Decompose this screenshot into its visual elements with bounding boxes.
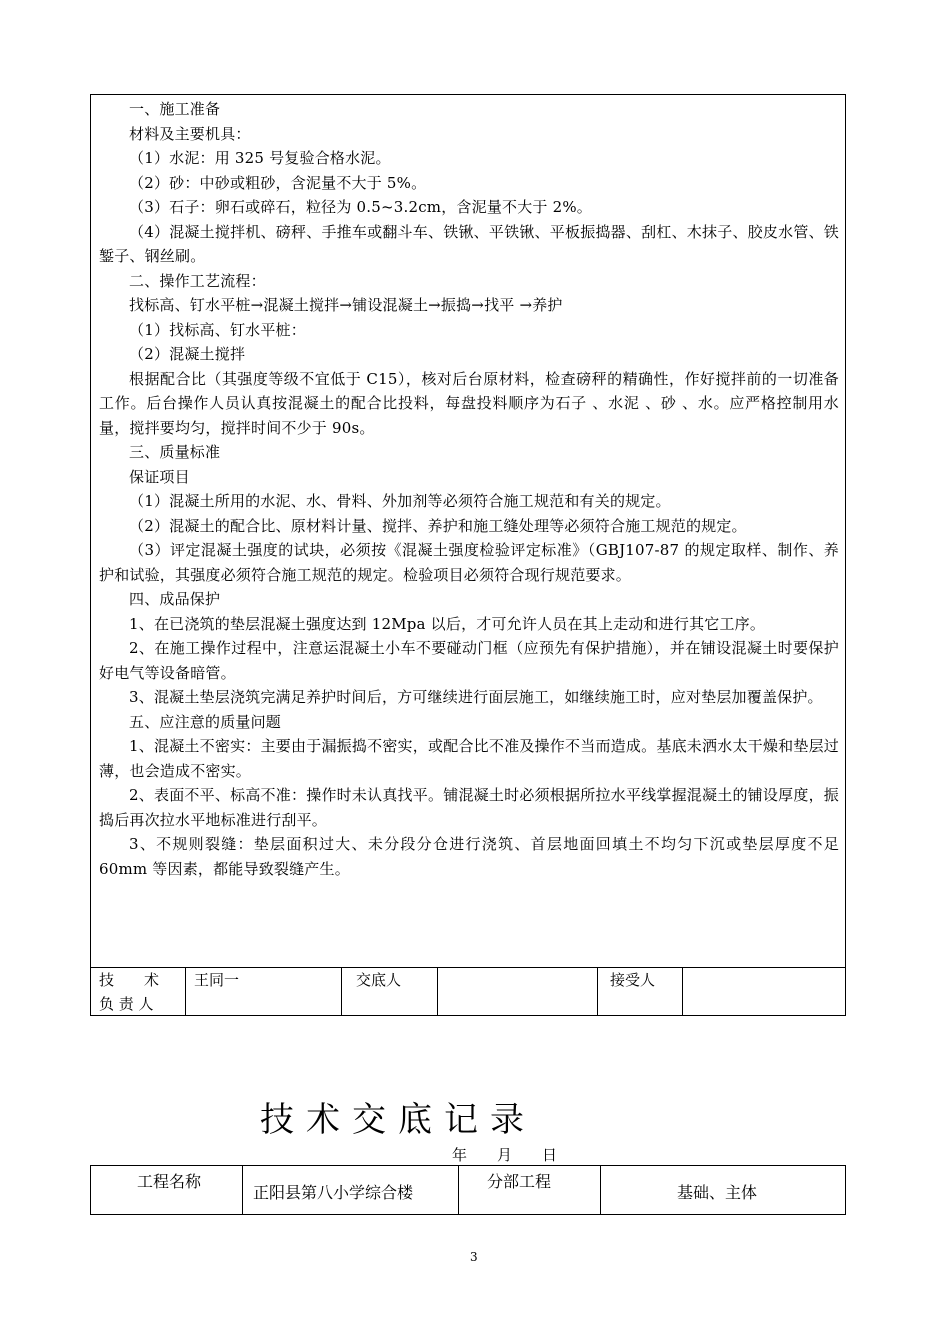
paragraph: （1）混凝土所用的水泥、水、骨料、外加剂等必须符合施工规范和有关的规定。	[129, 492, 671, 510]
tech-lead-name: 王同一	[194, 971, 240, 989]
project-name-value-cell[interactable]	[243, 1166, 459, 1214]
paragraph: 2、在施工操作过程中，注意运混凝土小车不要碰动门框（应预先有保护措施），并在铺设混凝土时要保护好电气等设备暗管。	[99, 639, 839, 682]
project-info-table	[90, 1165, 846, 1215]
technical-disclosure-box	[90, 94, 846, 1016]
paragraph: 1、在已浇筑的垫层混凝土强度达到 12Mpa 以后，才可允许人员在其上走动和进行其它工序。	[129, 614, 766, 633]
paragraph: （1）水泥：用 325 号复验合格水泥。	[129, 149, 391, 167]
tech-lead-name-cell[interactable]	[186, 968, 342, 1016]
section-heading: 二、操作工艺流程：	[129, 271, 266, 290]
paragraph: （3）评定混凝土强度的试块，必须按《混凝土强度检验评定标准》（GBJ107-87 的规定取样、制作、养护和试验，其强度必须符合施工规范的规定。检验项目必须符合现行规范要求。	[99, 541, 839, 584]
paragraph: 3、混凝土垫层浇筑完满足养护时间后，方可继续进行面层施工，如继续施工时，应对垫层加覆盖保护。	[129, 688, 823, 706]
section-heading: 五、应注意的质量问题	[129, 712, 282, 731]
paragraph: （1）找标高、钉水平桩：	[129, 320, 306, 339]
paragraph: 1、混凝土不密实：主要由于漏振捣不密实，或配合比不准及操作不当而造成。基底未洒水太干燥和垫层过薄，也会造成不密实。	[99, 737, 839, 780]
subproject-value-cell[interactable]	[601, 1166, 845, 1214]
receiver-label: 接受人	[610, 971, 656, 989]
paragraph: 找标高、钉水平桩→混凝土搅拌→铺设混凝土→振捣→找平 →养护	[129, 296, 563, 314]
subproject-value: 基础、主体	[677, 1183, 758, 1202]
tech-lead-label-cell	[91, 968, 186, 1016]
handover-value-cell[interactable]	[438, 968, 598, 1016]
handover-label-cell	[342, 968, 438, 1016]
section-heading: 一、施工准备	[129, 100, 221, 118]
record-title: 技术交底记录	[260, 1100, 536, 1140]
paragraph: （2）混凝土搅拌	[129, 345, 246, 363]
paragraph: 根据配合比（其强度等级不宜低于 C15），核对后台原材料，检查磅秤的精确性，作好搅拌前的一切准备工作。后台操作人员认真按混凝土的配合比投料，每盘投料顺序为石子 、水泥 、砂 、水。应严格控制用水量，搅拌要均匀，搅拌时间不少于 90s。	[99, 369, 839, 437]
project-name-label-cell	[91, 1166, 243, 1214]
disclosure-content	[99, 97, 839, 881]
paragraph: 保证项目	[129, 467, 190, 486]
paragraph: （4）混凝土搅拌机、磅秤、手推车或翻斗车、铁锹、平铁锹、平板振捣器、刮杠、木抹子、胶皮水管、铁錾子、钢丝刷。	[99, 222, 839, 265]
page-number: 3	[470, 1250, 478, 1264]
receiver-value-cell[interactable]	[683, 968, 845, 1016]
date-line: 年 月 日	[452, 1146, 558, 1164]
paragraph: 3、不规则裂缝：垫层面积过大、未分段分仓进行浇筑、首层地面回填土不均匀下沉或垫层厚度不足 60mm 等因素，都能导致裂缝产生。	[99, 835, 839, 878]
signature-row	[91, 967, 845, 1016]
tech-lead-label-line1: 技 术	[99, 971, 160, 989]
section-heading: 四、成品保护	[129, 590, 221, 608]
paragraph: （2）砂：中砂或粗砂，含泥量不大于 5%。	[129, 173, 427, 192]
tech-lead-label-line2: 负 责 人	[99, 995, 154, 1013]
paragraph: 2、表面不平、标高不准：操作时未认真找平。铺混凝土时必须根据所拉水平线掌握混凝土的铺设厚度，振捣后再次拉水平地标准进行刮平。	[99, 786, 839, 829]
paragraph: 材料及主要机具：	[129, 124, 251, 143]
subproject-label-cell	[459, 1166, 601, 1214]
section-heading: 三、质量标准	[129, 443, 221, 461]
receiver-label-cell	[598, 968, 683, 1016]
project-name-label: 工程名称	[137, 1172, 202, 1191]
subproject-label: 分部工程	[487, 1172, 552, 1191]
project-name-value: 正阳县第八小学综合楼	[253, 1183, 414, 1202]
paragraph: （2）混凝土的配合比、原材料计量、搅拌、养护和施工缝处理等必须符合施工规范的规定。	[129, 516, 747, 535]
paragraph: （3）石子：卵石或碎石，粒径为 0.5~3.2cm，含泥量不大于 2%。	[129, 198, 592, 216]
handover-label: 交底人	[356, 971, 402, 989]
